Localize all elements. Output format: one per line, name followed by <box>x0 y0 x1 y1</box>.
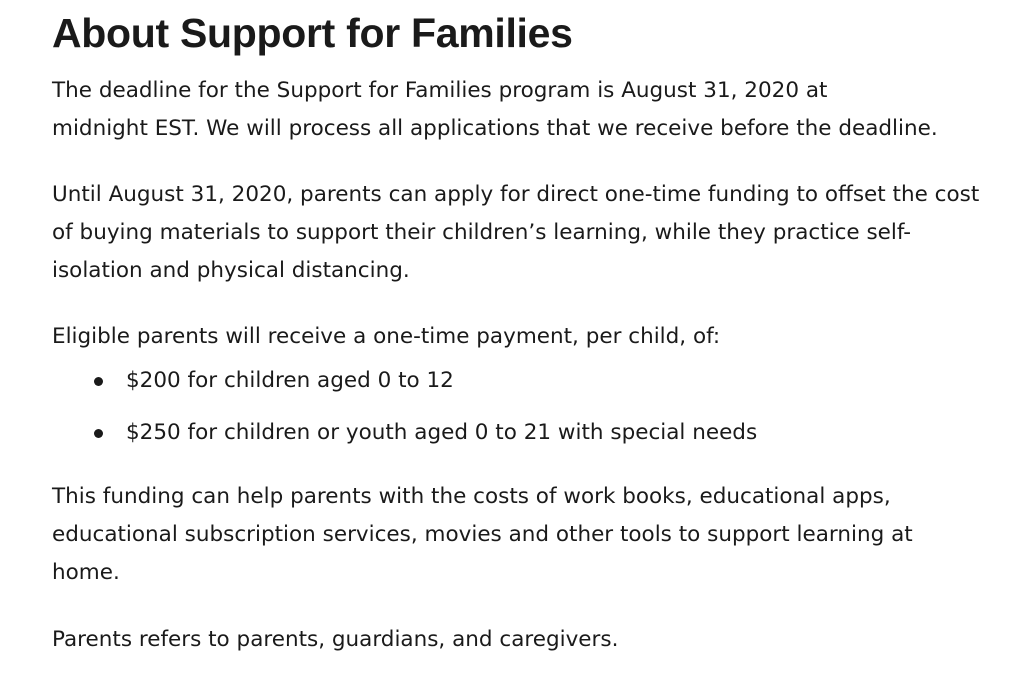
deadline-paragraph <box>52 72 1012 148</box>
funding-line-2: educational subscription services, movies and other tools to support learning at <box>52 522 913 547</box>
eligibility-lead: Eligible parents will receive a one-time payment, per child, of: <box>52 324 721 349</box>
payment-amount-children: $200 for children aged 0 to 12 <box>126 368 454 393</box>
list-item <box>52 362 1012 400</box>
payment-amount-special-needs: $250 for children or youth aged 0 to 21 with special needs <box>126 420 758 445</box>
intro-line-1: Until August 31, 2020, parents can apply for direct one-time funding to offset the cost <box>52 182 980 207</box>
deadline-line-2: midnight EST. We will process all applications that we receive before the deadline. <box>52 116 938 141</box>
funding-use-paragraph <box>52 478 1012 592</box>
payment-list <box>52 362 1012 452</box>
parents-definition: Parents refers to parents, guardians, and caregivers. <box>52 627 619 652</box>
intro-line-3: isolation and physical distancing. <box>52 258 410 283</box>
intro-paragraph <box>52 176 1012 290</box>
bullet-icon <box>94 429 103 438</box>
main-content <box>52 8 1012 659</box>
deadline-line-1: The deadline for the Support for Families program is August 31, 2020 at <box>52 78 828 103</box>
intro-line-2: of buying materials to support their children’s learning, while they practice self- <box>52 220 912 245</box>
funding-line-1: This funding can help parents with the costs of work books, educational apps, <box>52 484 891 509</box>
funding-line-3: home. <box>52 560 120 585</box>
page-title: About Support for Families <box>52 10 573 56</box>
list-item <box>52 414 1012 452</box>
bullet-icon <box>94 377 103 386</box>
